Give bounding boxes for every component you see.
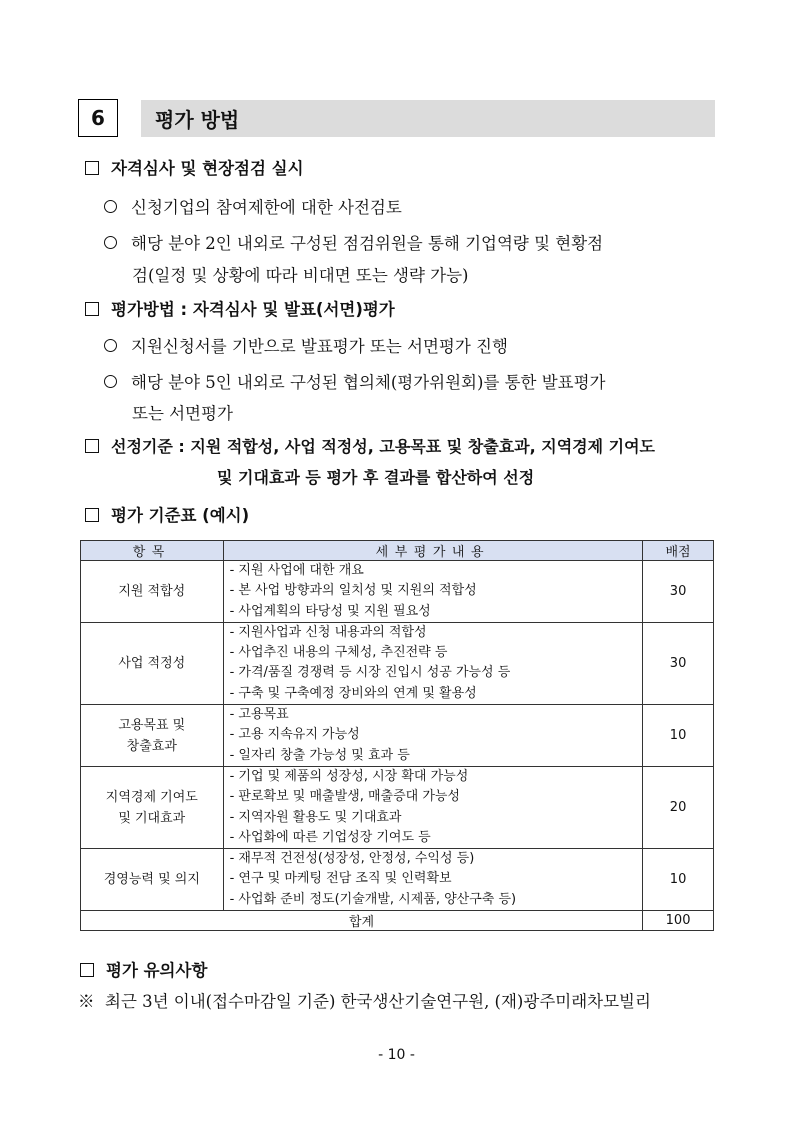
circle-bullet-icon — [104, 200, 117, 213]
bullet-text: 해당 분야 5인 내외로 구성된 협의체(평가위원회)를 통한 발표평가 — [131, 373, 606, 392]
evaluation-criteria-table — [80, 540, 714, 931]
heading-text: 자격심사 및 현장점검 실시 — [111, 159, 304, 178]
row-item: - 일자리 창출 가능성 및 효과 등 — [229, 747, 410, 763]
circle-bullet-icon — [104, 339, 117, 352]
heading-text: 평가 기준표 (예시) — [111, 506, 250, 525]
row-item: - 기업 및 제품의 성장성, 시장 확대 가능성 — [229, 768, 469, 784]
header-details: 세부평가내용 — [223, 541, 643, 561]
row-item: - 사업화에 따른 기업성장 기여도 등 — [229, 829, 431, 845]
bullet-text: 지원신청서를 기반으로 발표평가 또는 서면평가 진행 — [131, 337, 508, 356]
bullet-continuation: 검(일정 및 상황에 따라 비대면 또는 생략 가능) — [132, 266, 469, 285]
bullet-continuation: 또는 서면평가 — [132, 404, 233, 423]
row-category: 지원 적합성 — [81, 561, 224, 623]
heading-criteria-table — [85, 502, 249, 526]
bullet-item — [104, 333, 508, 357]
row-items — [223, 561, 643, 623]
bullet-text: 해당 분야 2인 내외로 구성된 점검위원을 통해 기업역량 및 현황점 — [131, 234, 604, 253]
row-item: - 고용 지속유지 가능성 — [229, 727, 360, 743]
heading-continuation: 및 기대효과 등 평가 후 결과를 합산하여 선정 — [217, 468, 535, 487]
row-item: - 지원 사업에 대한 개요 — [229, 563, 364, 578]
table-row — [81, 705, 714, 767]
row-score: 10 — [643, 705, 714, 767]
note-line — [78, 988, 651, 1012]
table-row — [81, 849, 714, 911]
row-item: - 사업화 준비 정도(기술개발, 시제품, 양산구축 등) — [229, 891, 517, 907]
heading-text: 평가 유의사항 — [106, 961, 208, 980]
header-category: 항목 — [81, 541, 224, 561]
total-score: 100 — [643, 911, 714, 931]
row-item: - 본 사업 방향과의 일치성 및 지원의 적합성 — [229, 583, 477, 599]
note-mark-icon: ※ — [78, 992, 95, 1011]
row-category: 지역경제 기여도 및 기대효과 — [81, 766, 224, 848]
square-bullet-icon — [80, 963, 94, 977]
bullet-text: 신청기업의 참여제한에 대한 사전검토 — [131, 198, 402, 217]
circle-bullet-icon — [104, 375, 117, 388]
heading-text: 평가방법 : 자격심사 및 발표(서면)평가 — [111, 300, 395, 319]
row-item: - 판로확보 및 매출발생, 매출증대 가능성 — [229, 789, 460, 805]
total-label: 합계 — [81, 911, 643, 931]
section-title — [141, 100, 715, 137]
row-items — [223, 766, 643, 848]
row-items — [223, 622, 643, 704]
circle-bullet-icon — [104, 236, 117, 249]
row-category: 경영능력 및 의지 — [81, 849, 224, 911]
row-score: 20 — [643, 766, 714, 848]
heading-selection-criteria — [85, 434, 655, 457]
note-text: 최근 3년 이내(접수마감일 기준) 한국생산기술연구원, (재)광주미래차모빌리 — [105, 992, 651, 1011]
row-category: 사업 적정성 — [81, 622, 224, 704]
table-total-row — [81, 911, 714, 931]
square-bullet-icon — [85, 439, 99, 453]
page-number: - 10 - — [378, 1047, 415, 1063]
heading-text: 선정기준 : 지원 적합성, 사업 적정성, 고용목표 및 창출효과, 지역경제 기여도 — [111, 437, 656, 456]
table-row — [81, 561, 714, 623]
heading-qualification-review — [85, 155, 304, 179]
square-bullet-icon — [85, 302, 99, 316]
row-item: - 연구 및 마케팅 전담 조직 및 인력확보 — [229, 871, 452, 887]
row-item: - 가격/품질 경쟁력 등 시장 진입시 성공 가능성 등 — [229, 665, 511, 681]
row-score: 30 — [643, 622, 714, 704]
heading-evaluation-method — [85, 296, 395, 320]
section-title-text: 평가 방법 — [155, 108, 240, 132]
row-item: - 사업추진 내용의 구체성, 추진전략 등 — [229, 645, 448, 661]
bullet-item — [104, 230, 603, 254]
header-score: 배점 — [643, 541, 714, 561]
row-item: - 고용목표 — [229, 707, 289, 723]
row-item: - 구축 및 구축예정 장비와의 연계 및 활용성 — [229, 685, 477, 701]
section-number: 6 — [78, 99, 118, 137]
table-row — [81, 766, 714, 848]
table-header-row — [81, 541, 714, 561]
table-row — [81, 622, 714, 704]
square-bullet-icon — [85, 161, 99, 175]
row-items — [223, 705, 643, 767]
row-item: - 지역자원 활용도 및 기대효과 — [229, 809, 402, 825]
row-items — [223, 849, 643, 911]
bullet-item — [104, 369, 606, 393]
bullet-item — [104, 194, 402, 218]
row-item: - 사업계획의 타당성 및 지원 필요성 — [229, 603, 431, 619]
row-item: - 지원사업과 신청 내용과의 적합성 — [229, 624, 427, 640]
row-score: 30 — [643, 561, 714, 623]
row-category: 고용목표 및 창출효과 — [81, 705, 224, 767]
row-item: - 재무적 건전성(성장성, 안정성, 수익성 등) — [229, 851, 475, 867]
row-score: 10 — [643, 849, 714, 911]
heading-evaluation-notes — [80, 957, 207, 981]
square-bullet-icon — [85, 508, 99, 522]
